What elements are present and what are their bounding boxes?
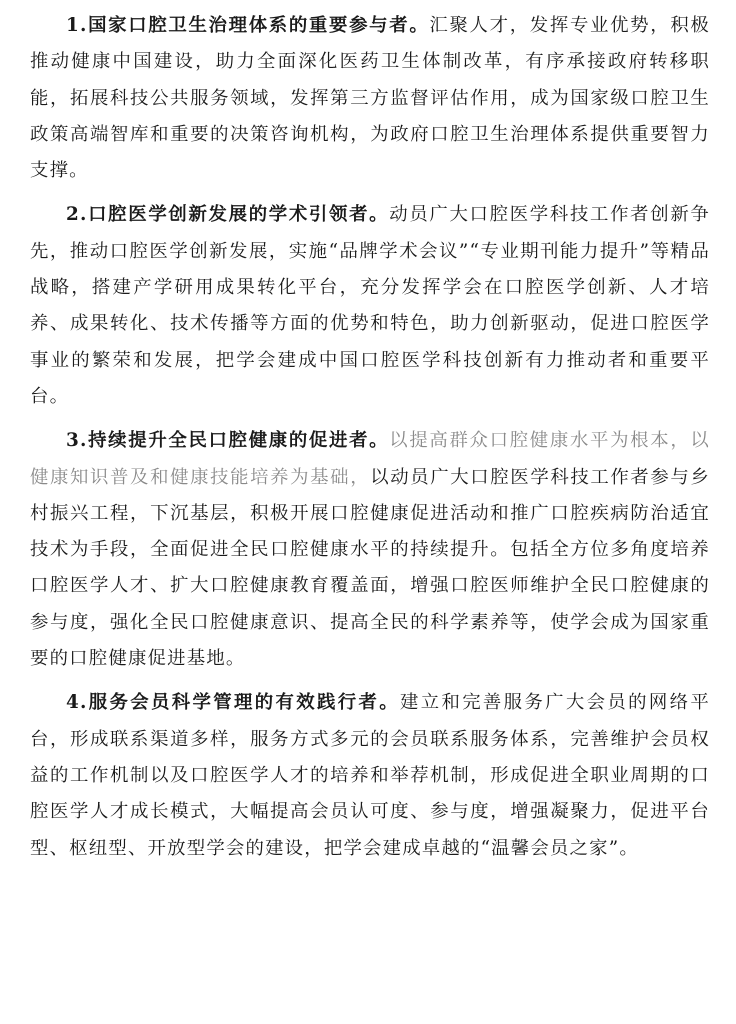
paragraph-body: 以动员广大口腔医学科技工作者参与乡村振兴工程，下沉基层，积极开展口腔健康促进活动和推广口腔疾病防治适宜技术为手段，全面促进全民口腔健康水平的持续提升。包括全方位多角度培养口腔医学人才、扩大口腔健康教育覆盖面，增强口腔医师维护全民口腔健康的参与度，强化全民口腔健康意识、提高全民的科学素养等，使学会成为国家重要的口腔健康促进基地。 xyxy=(30,466,711,670)
paragraph-4 xyxy=(30,685,710,866)
paragraph-heading: 2.口腔医学创新发展的学术引领者。 xyxy=(66,204,390,226)
paragraph-heading: 3.持续提升全民口腔健康的促进者。 xyxy=(66,430,390,452)
paragraph-body-grey: 以提高群众口腔健康水平为根本，以健康知识普及和健康技能培养为基础， xyxy=(30,430,710,488)
paragraph-3 xyxy=(30,423,710,677)
paragraph-body: 汇聚人才，发挥专业优势，积极推动健康中国建设，助力全面深化医药卫生体制改革，有序承接政府转移职能，拓展科技公共服务领域，发挥第三方监督评估作用，成为国家级口腔卫生政策高端智库和重要的决策咨询机构，为政府口腔卫生治理体系提供重要智力支撑。 xyxy=(30,15,710,182)
paragraph-2 xyxy=(30,197,710,415)
paragraph-heading: 1.国家口腔卫生治理体系的重要参与者。 xyxy=(66,15,430,36)
paragraph-1 xyxy=(30,8,710,189)
paragraph-body: 建立和完善服务广大会员的网络平台，形成联系渠道多样，服务方式多元的会员联系服务体系，完善维护会员权益的工作机制以及口腔医学人才的培养和举荐机制，形成促进全职业周期的口腔医学人才成长模式，大幅提高会员认可度、参与度，增强凝聚力，促进平台型、枢纽型、开放型学会的建设，把学会建成卓越的“温馨会员之家”。 xyxy=(30,692,710,859)
paragraph-heading: 4.服务会员科学管理的有效践行者。 xyxy=(66,692,400,714)
paragraph-body: 动员广大口腔医学科技工作者创新争先，推动口腔医学创新发展，实施“品牌学术会议”“专业期刊能力提升”等精品战略，搭建产学研用成果转化平台，充分发挥学会在口腔医学创新、人才培养、成果转化、技术传播等方面的优势和特色，助力创新驱动，促进口腔医学事业的繁荣和发展，把学会建成中国口腔医学科技创新有力推动者和重要平台。 xyxy=(30,204,710,407)
